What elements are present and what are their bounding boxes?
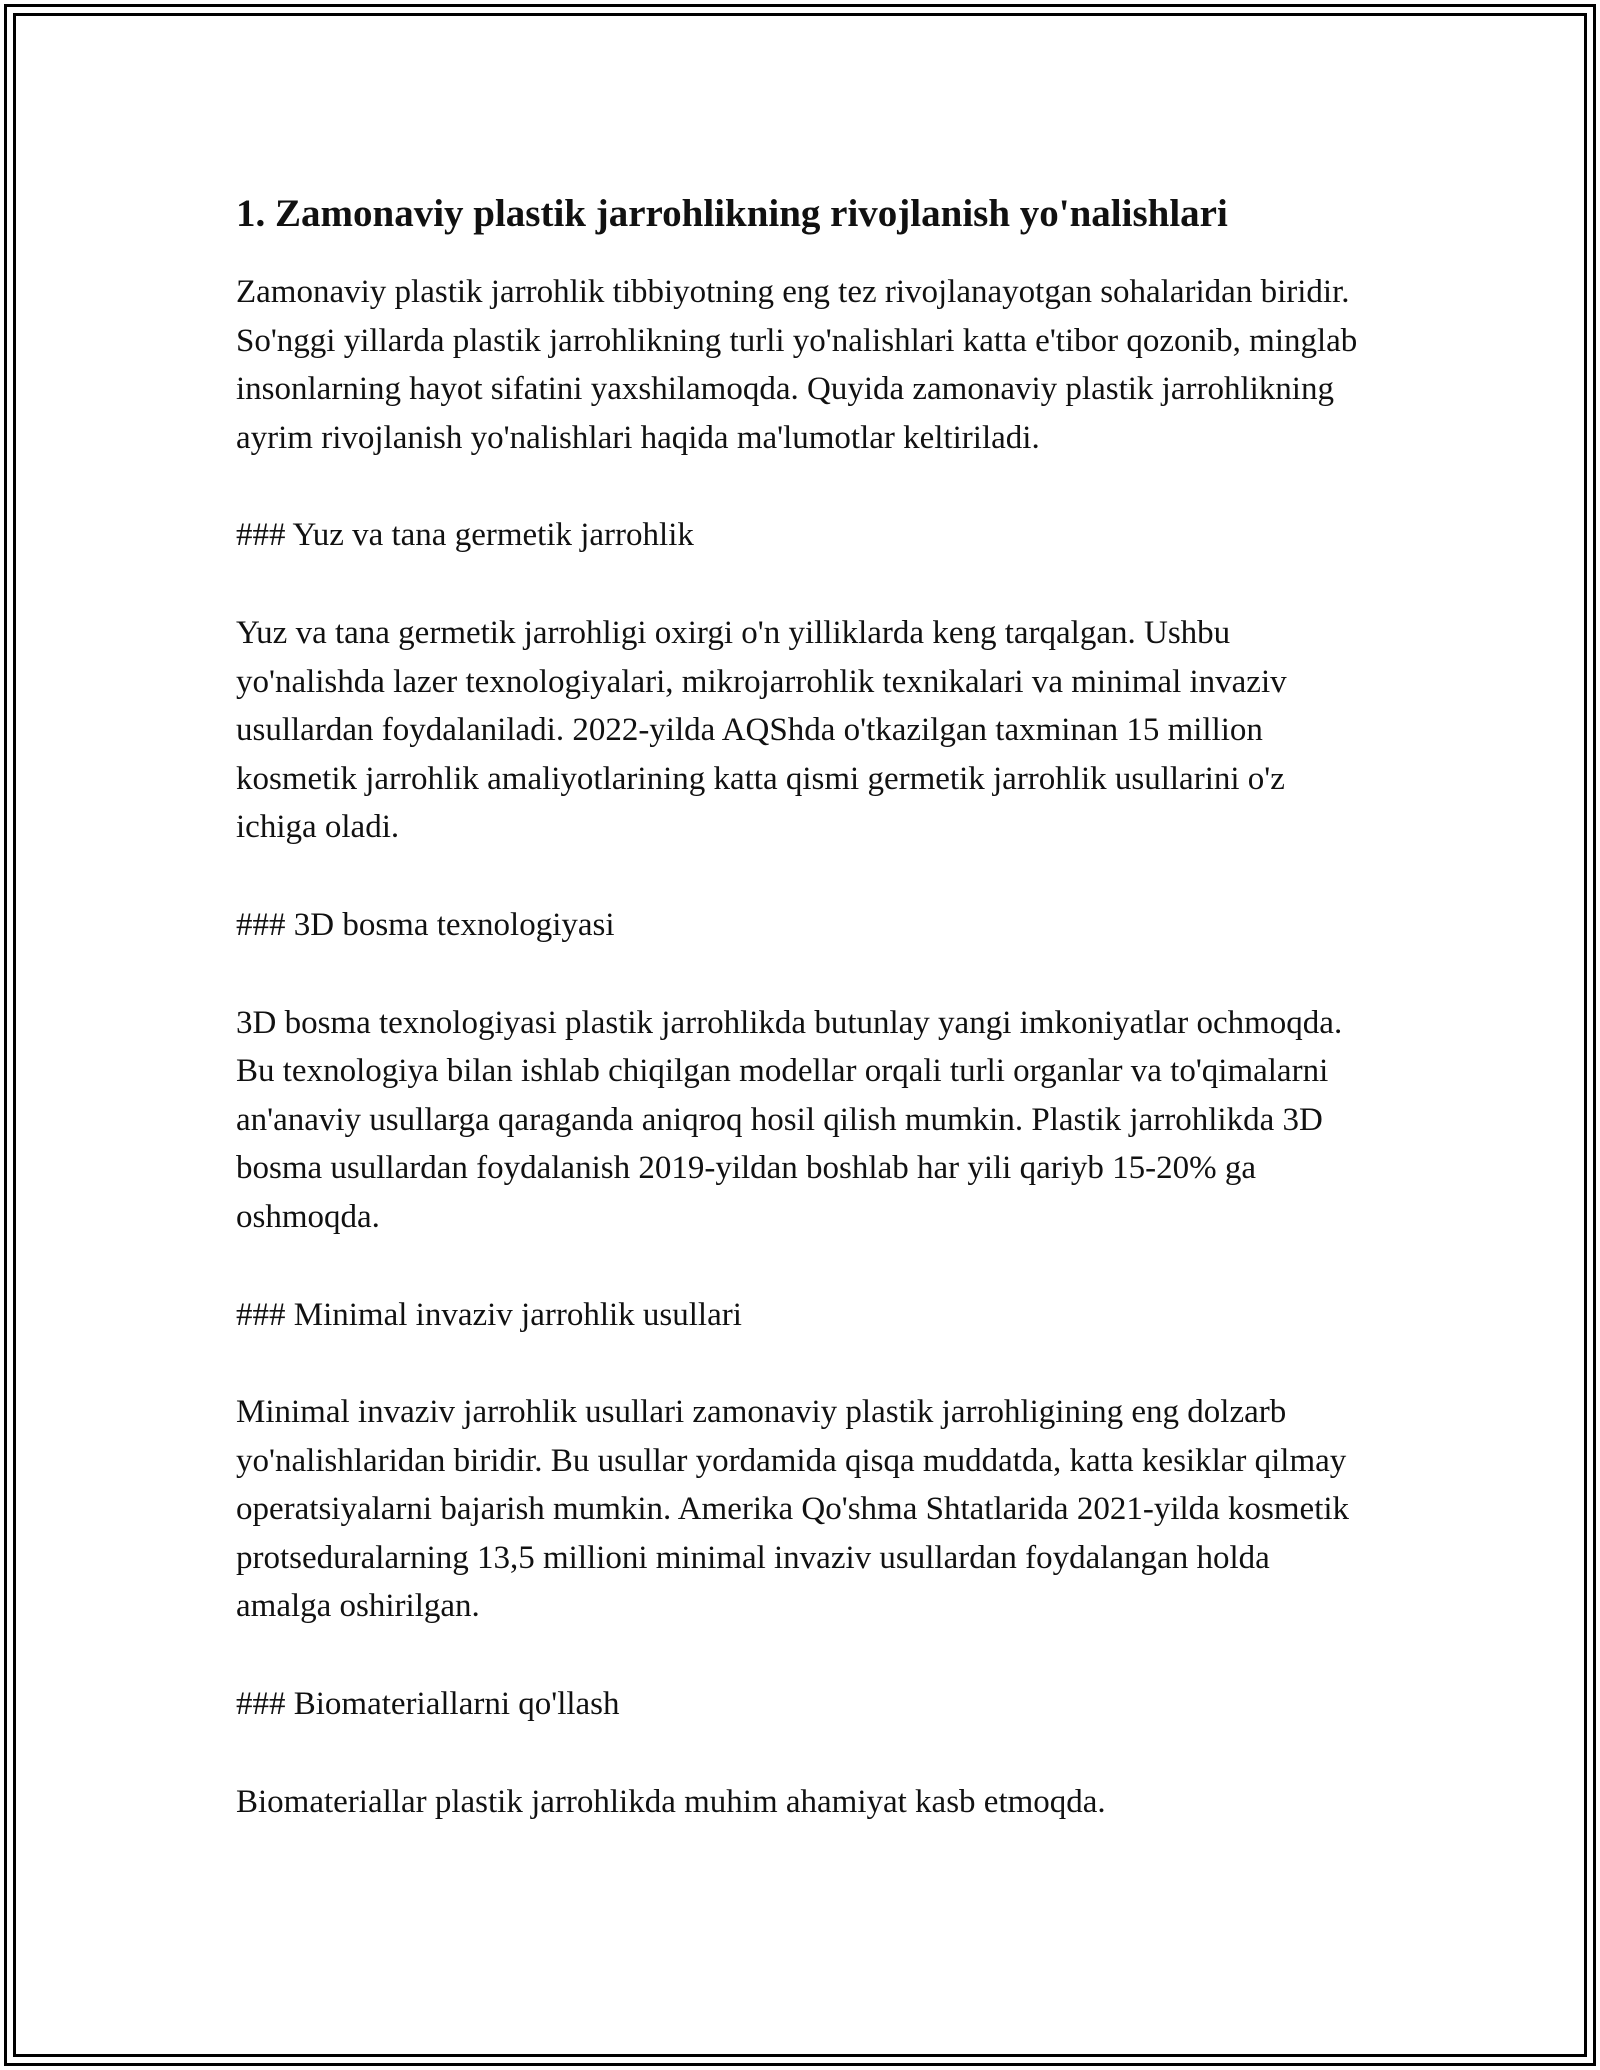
section-body-3d-printing: 3D bosma texnologiyasi plastik jarrohlikda butunlay yangi imkoniyatlar ochmoqda. Bu texnologiya bilan ishlab chiqilgan modellar orqali turli organlar va to'qimalarni an'anaviy usullarga qaraganda aniqroq hosil qilish mumkin. Plastik jarrohlikda 3D bosma usullardan foydalanish 2019-yildan boshlab har yili qariyb 15-20% ga oshmoqda. (236, 1004, 1343, 1235)
section-body-biomaterials: Biomateriallar plastik jarrohlikda muhim ahamiyat kasb etmoqda. (236, 1783, 1106, 1820)
section-heading-3d-printing: ### 3D bosma texnologiyasi (236, 906, 615, 943)
document-title: 1. Zamonaviy plastik jarrohlikning rivojlanish yo'nalishlari (236, 192, 1228, 235)
section-heading-biomaterials: ### Biomateriallarni qo'llash (236, 1686, 620, 1723)
section-heading-minimally-invasive: ### Minimal invaziv jarrohlik usullari (236, 1296, 742, 1333)
section-body-minimally-invasive: Minimal invaziv jarrohlik usullari zamonaviy plastik jarrohligining eng dolzarb yo'nalishlaridan biridir. Bu usullar yordamida qisqa muddatda, katta kesiklar qilmay operatsiyalarni bajarish mumkin. Amerika Qo'shma Shtatlarida 2021-yilda kosmetik protseduralarning 13,5 millioni minimal invaziv usullardan foydalangan holda amalga oshirilgan. (236, 1394, 1350, 1625)
section-body-face-body: Yuz va tana germetik jarrohligi oxirgi o'n yilliklarda keng tarqalgan. Ushbu yo'nalishda lazer texnologiyalari, mikrojarrohlik texnikalari va minimal invaziv usullardan foydalaniladi. 2022-yilda AQShda o'tkazilgan taxminan 15 million kosmetik jarrohlik amaliyotlarining katta qismi germetik jarrohlik usullarini o'z ichiga oladi. (236, 614, 1287, 846)
document-body (236, 186, 1366, 1875)
intro-paragraph: Zamonaviy plastik jarrohlik tibbiyotning eng tez rivojlanayotgan sohalaridan biridir. So'nggi yillarda plastik jarrohlikning turli yo'nalishlari katta e'tibor qozonib, minglab insonlarning hayot sifatini yaxshilamoqda. Quyida zamonaviy plastik jarrohlikning ayrim rivojlanish yo'nalishlari haqida ma'lumotlar keltiriladi. (236, 274, 1358, 456)
section-heading-face-body: ### Yuz va tana germetik jarrohlik (236, 517, 694, 554)
